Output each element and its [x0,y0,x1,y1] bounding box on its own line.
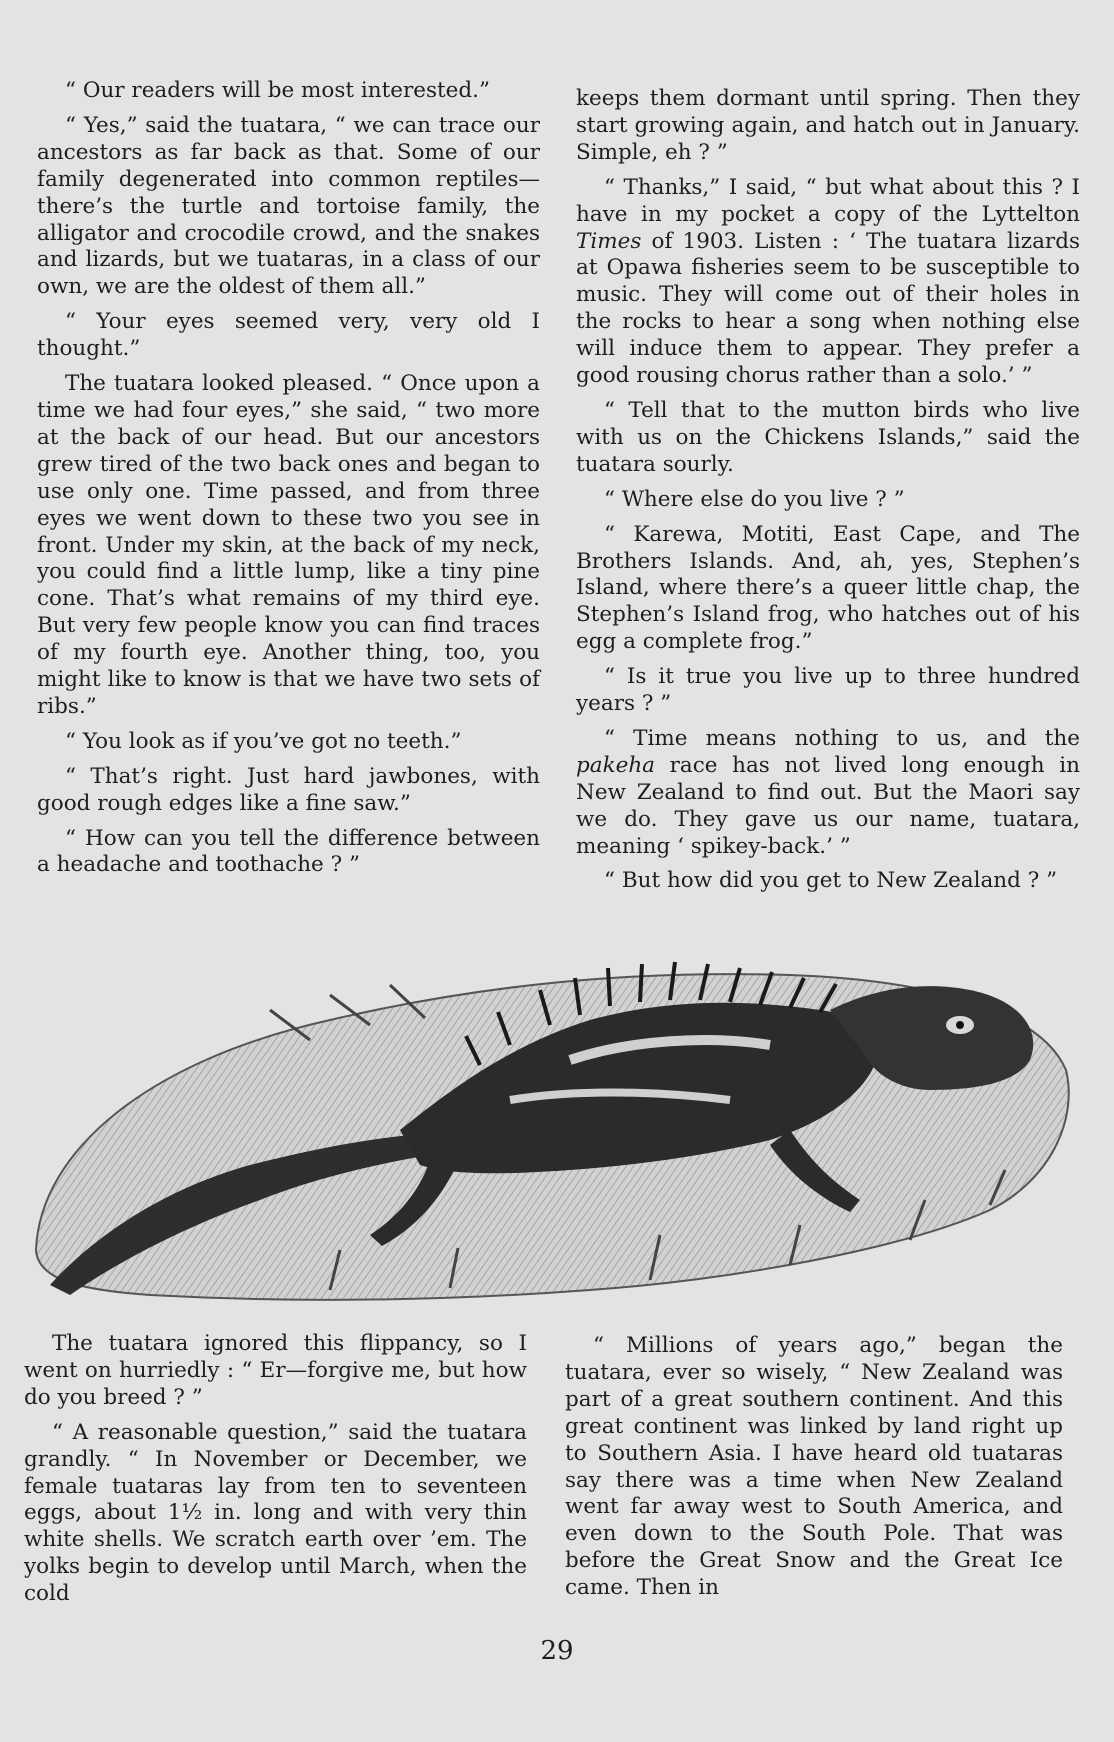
italic-word: pakeha [576,752,655,778]
paragraph: keeps them dormant until spring. Then they start growing again, and hatch out in January. Simple, eh ? ” [576,86,1080,165]
paragraph: “ Where else do you live ? ” [604,486,905,512]
page-number: 29 [540,1636,574,1666]
paragraph: “ How can you tell the difference between a headache and toothache ? ” [37,825,540,878]
text-run: race has not lived long enough in New Zealand to find out. But the Maori say we do. They gave us our name, tuatara, meaning ‘ spikey-back.’ ” [576,752,1080,859]
paragraph: “ Is it true you live up to three hundred years ? ” [576,664,1080,717]
paragraph: The tuatara ignored this flippancy, so I went on hurriedly : “ Er—forgive me, but how do you breed ? ” [24,1331,527,1410]
paragraph: “ That’s right. Just hard jawbones, with good rough edges like a fine saw.” [37,763,540,816]
paragraph [576,726,1080,861]
paragraph: “ A reasonable question,” said the tuatara grandly. “ In November or December, we female tuataras lay from ten to seventeen eggs, about 1½ in. long and with very thin white shells. We scratch earth over ’em. The yolks begin to develop until March, when the cold [24,1419,527,1607]
text-run: “ Thanks,” I said, “ but what about this ? I have in my pocket a copy of the Lyttelton [576,174,1080,227]
paragraph: “ Tell that to the mutton birds who live with us on the Chickens Islands,” said the tuatara sourly. [576,397,1080,477]
paragraph [576,175,1080,390]
paragraph: “ But how did you get to New Zealand ? ” [604,868,1058,894]
paragraph: “ Your eyes seemed very, very old I thought.” [37,309,540,362]
paragraph: “ Karewa, Motiti, East Cape, and The Brothers Islands. And, ah, yes, Stephen’s Island, where there’s a queer little chap, the Stephen’s Island frog, who hatches out of his egg a complete frog.” [576,521,1080,655]
top-right-column [576,86,1080,903]
text-run: “ Time means nothing to us, and the [604,725,1080,751]
paragraph: “ You look as if you’ve got no teeth.” [65,728,462,754]
paragraph: “ Millions of years ago,” began the tuatara, ever so wisely, “ New Zealand was part of a great southern continent. And this great continent was linked by land right up to Southern Asia. I have heard old tuataras say there was a time when New Zealand went far away west to South America, and even down to the South Pole. That was before the Great Snow and the Great Ice came. Then in [565,1333,1063,1601]
newspaper-title: Times [576,228,642,254]
text-run: of 1903. Listen : ‘ The tuatara lizards at Opawa fisheries seem to be susceptible to music. They will come out of their holes in the rocks to hear a song when nothing else will induce them to appear. They prefer a good rousing chorus rather than a solo.’ ” [576,228,1080,389]
paragraph: “ Yes,” said the tuatara, “ we can trace our ancestors as far back as that. Some of our family degenerated into common reptiles—there’s the turtle and tortoise family, the alligator and crocodile crowd, and the snakes and lizards, but we tuataras, in a class of our own, we are the oldest of them all.” [37,112,540,300]
bottom-left-column [24,1331,527,1616]
top-left-column [37,78,540,887]
paragraph: The tuatara looked pleased. “ Once upon a time we had four eyes,” she said, “ two more at the back of our head. But our ancestors grew tired of the two back ones and began to use only one. Time passed, and from three eyes we went down to these two you see in front. Under my skin, at the back of my neck, you could find a little lump, like a tiny pine cone. That’s what remains of my third eye. But very few people know you can find traces of my fourth eye. Another thing, too, you might like to know is that we have two sets of ribs.” [37,371,540,719]
paragraph: “ Our readers will be most interested.” [65,78,490,103]
bottom-right-column [565,1333,1063,1610]
tuatara-illustration [30,950,1074,1306]
